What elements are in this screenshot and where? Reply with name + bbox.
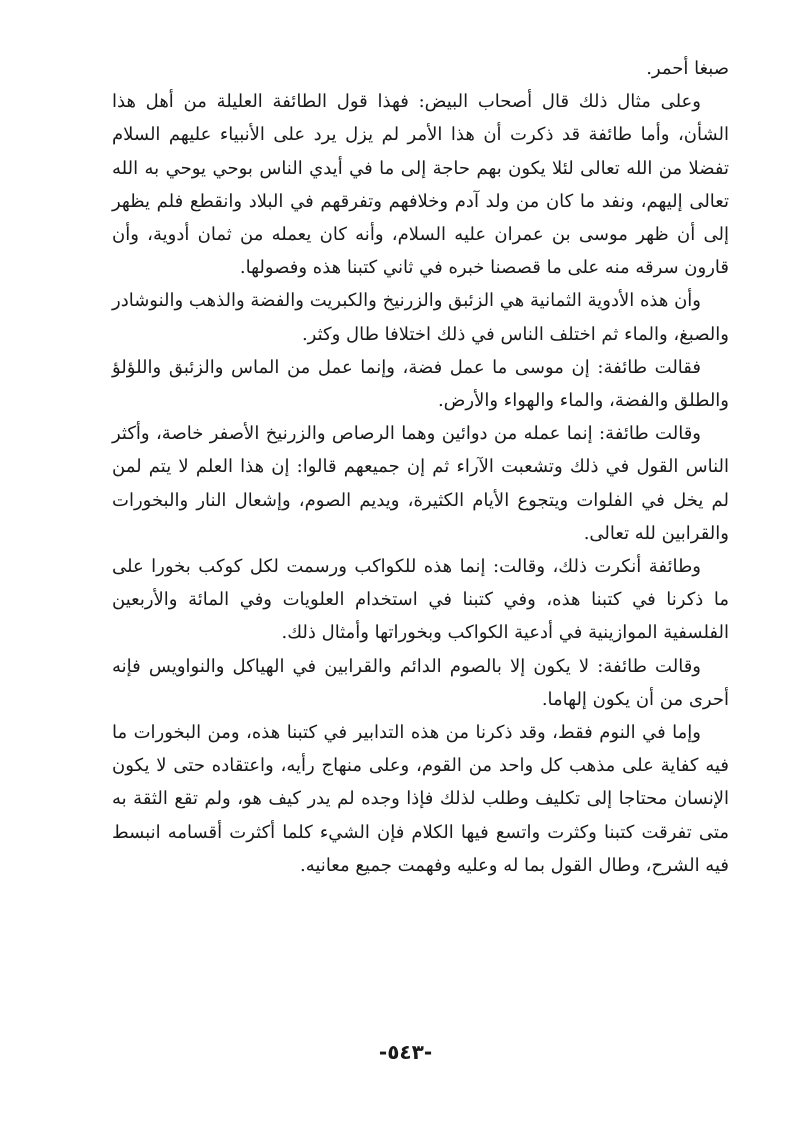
page-number: -٥٤٣- [378,1040,433,1064]
paragraph: وقالت طائفة: إنما عمله من دوائين وهما الرصاص والزرنيخ الأصفر خاصة، وأكثر الناس القول في ذلك وتشعبت الآراء ثم إن جميعهم قالوا: إن هذا العلم لا يتم لمن لم يخل في الفلوات ويتجوع الأيام الكثيرة، ويديم الصوم، وإشعال النار والبخورات والقرابين لله تعالى. [112,423,729,544]
paragraph: وإما في النوم فقط، وقد ذكرنا من هذه التدابير في كتبنا هذه، ومن البخورات ما فيه كفاية على مذهب كل واحد من القوم، وعلى منهاج رأيه، واعتقاده حتى لا يكون الإنسان محتاجا إلى تكليف وطلب لذلك فإذا وجده لم يدر كيف هو، ولم تقع الثقة به متى تفرقت كتبنا وكثرت واتسع فيها الكلام فإن الشيء كلما أكثرت أقسامه انبسط فيه الشرح، وطال القول بما له وعليه وفهمت جميع معانيه. [112,722,729,876]
body-text [112,52,729,882]
paragraph: وقالت طائفة: لا يكون إلا بالصوم الدائم والقرابين في الهياكل والنواويس فإنه أحرى من أن يكون إلهاما. [112,655,729,710]
paragraph: وعلى مثال ذلك قال أصحاب البيض: فهذا قول الطائفة العليلة من أهل هذا الشأن، وأما طائفة قد ذكرت أن هذا الأمر لم يزل يرد على الأنبياء عليهم السلام تفضلا من الله تعالى لئلا يكون بهم حاجة إلى ما في أيدي الناس بوحي يوحي به الله تعالى إليهم، ونفد ما كان من ولد آدم وخلافهم وتفرقهم في البلاد وانقطع فلم يظهر إلى أن ظهر موسى بن عمران عليه السلام، وأنه كان يعمله من ثمان أدوية، وأن قارون سرقه منه على ما قصصنا خبره في ثاني كتبنا هذه وفصولها. [112,91,729,279]
paragraph-continuation: صبغا أحمر. [646,58,729,79]
paragraph: فقالت طائفة: إن موسى ما عمل فضة، وإنما عمل من الماس والزئبق واللؤلؤ والطلق والفضة، والماء والهواء والأرض. [112,356,729,412]
paragraph: وطائفة أنكرت ذلك، وقالت: إنما هذه للكواكب ورسمت لكل كوكب بخورا على ما ذكرنا في كتبنا هذه، وفي كتبنا في استخدام العلويات وفي المائة والأربعين الفلسفية الموازينية في أدعية الكواكب وبخوراتها وأمثال ذلك. [112,556,729,644]
paragraph: وأن هذه الأدوية الثمانية هي الزئبق والزرنيخ والكبريت والفضة والذهب والنوشادر والصبغ، والماء ثم اختلف الناس في ذلك اختلافا طال وكثر. [112,290,729,345]
